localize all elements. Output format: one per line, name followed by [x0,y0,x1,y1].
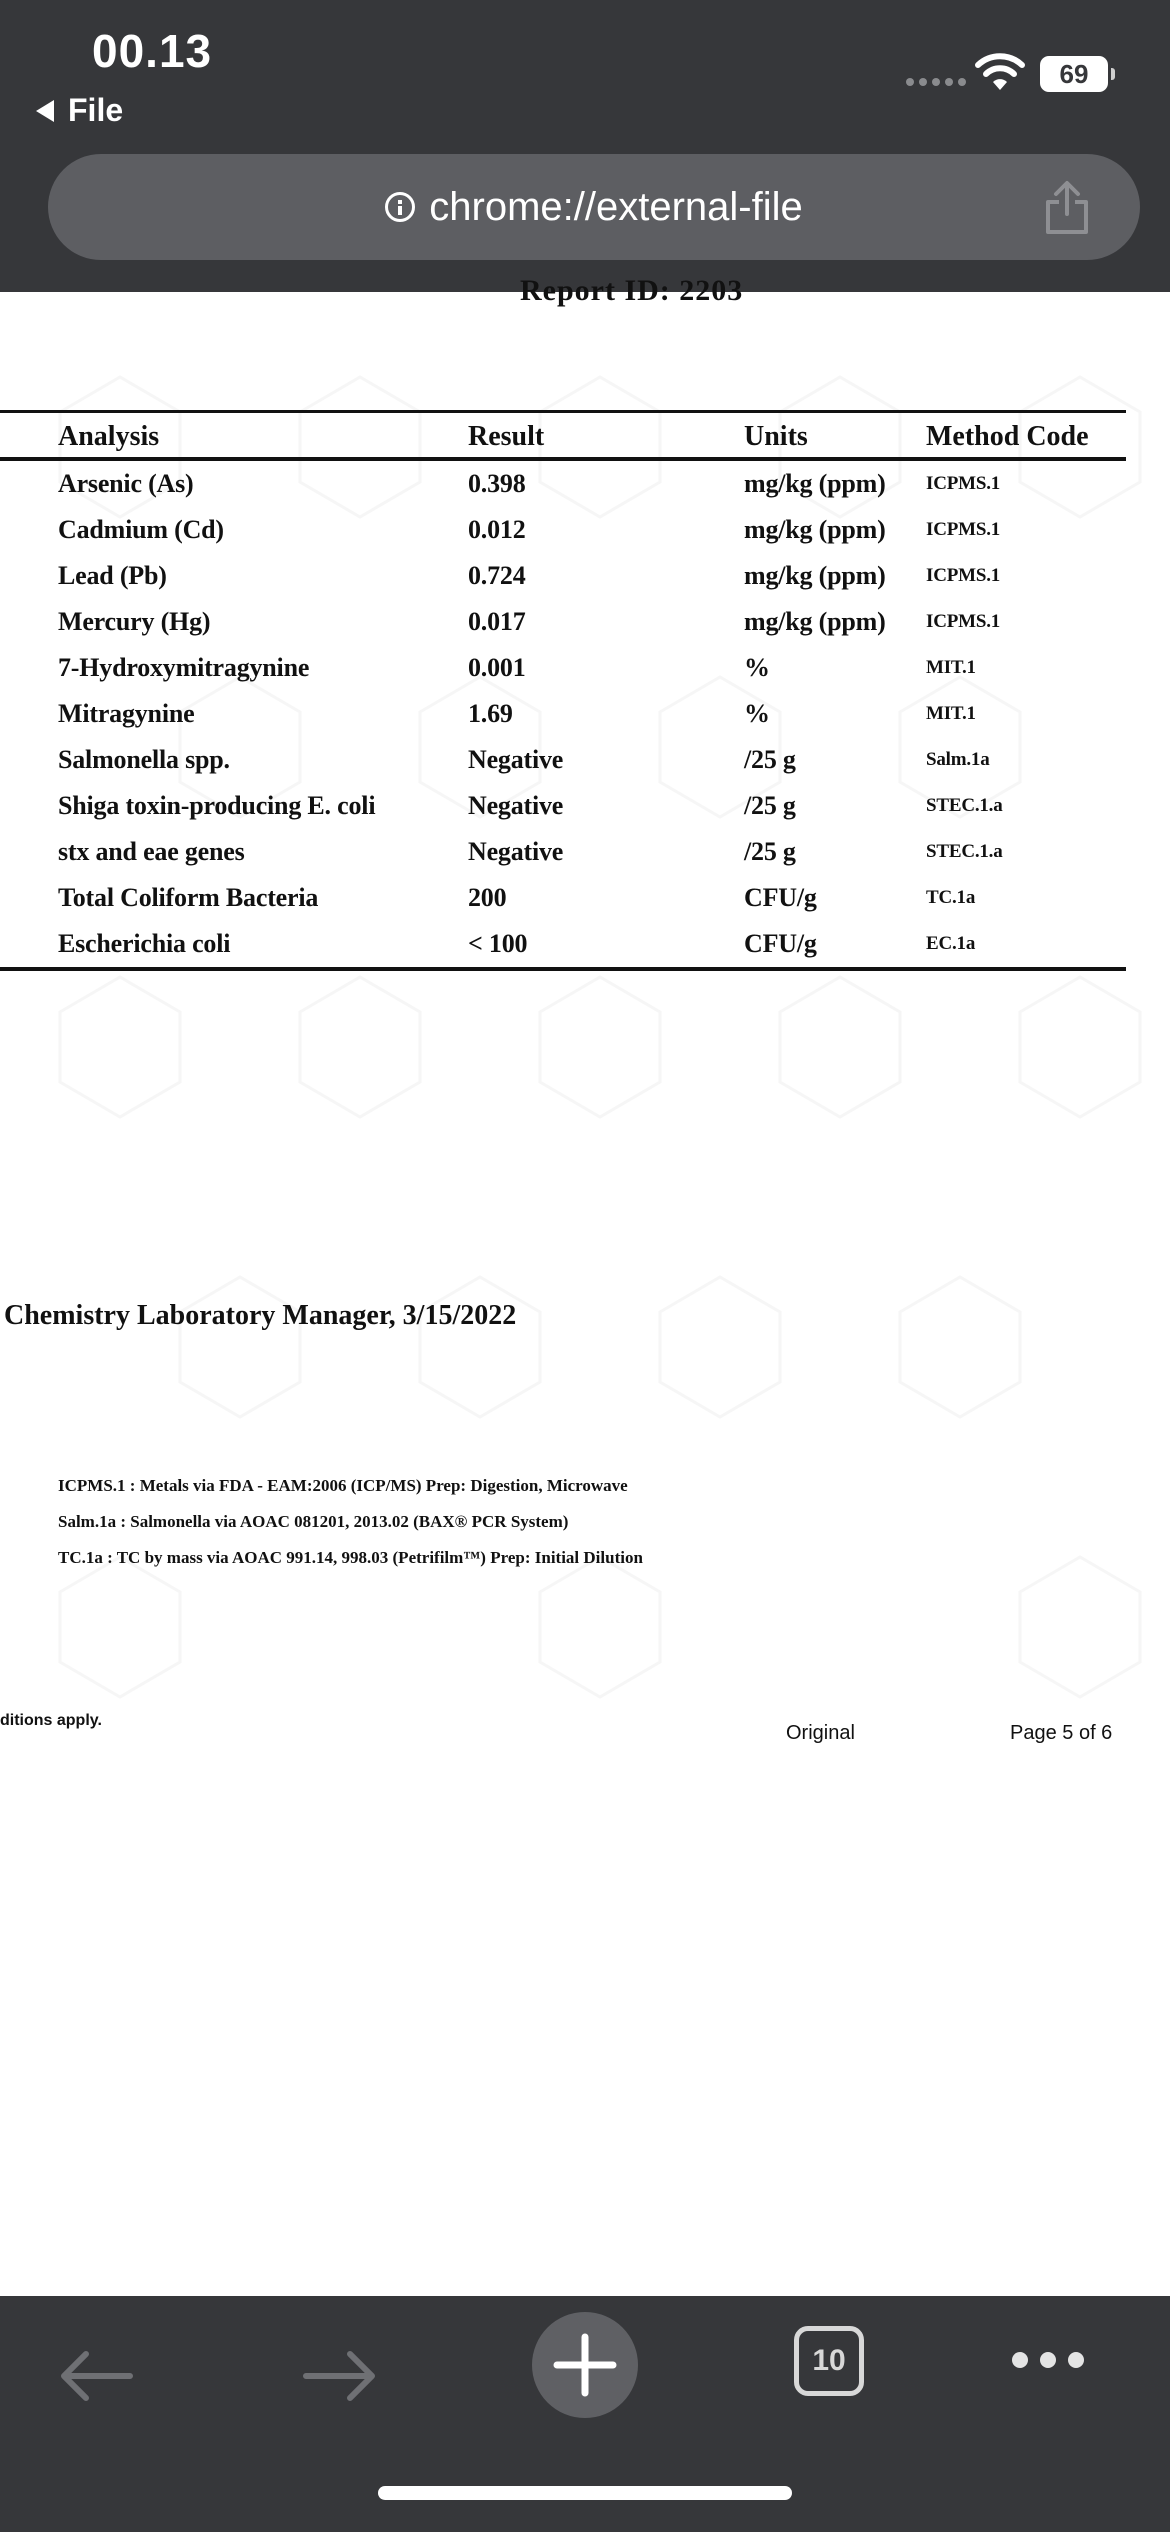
analysis-cell: Salmonella spp. [58,745,230,774]
units-cell: CFU/g [744,929,817,958]
method-cell: STEC.1.a [926,841,1003,862]
method-cell: ICPMS.1 [926,519,1001,540]
footer-conditions: ditions apply. [0,1712,102,1729]
wifi-icon [974,52,1026,92]
table-row [0,507,1126,553]
header-units: Units [744,421,808,452]
analysis-cell: Total Coliform Bacteria [58,883,319,912]
forward-button[interactable] [290,2326,390,2426]
method-cell: ICPMS.1 [926,473,1001,494]
header-method-code: Method Code [926,421,1089,452]
method-note: ICPMS.1 : Metals via FDA - EAM:2006 (ICP/MS) Prep: Digestion, Microwave [58,1476,628,1495]
analysis-cell: Shiga toxin-producing E. coli [58,791,376,820]
arrow-right-icon [300,2346,380,2406]
analysis-cell: Escherichia coli [58,929,231,958]
header-result: Result [468,421,545,452]
method-notes [58,1468,643,1576]
method-note: TC.1a : TC by mass via AOAC 991.14, 998.03 (Petrifilm™) Prep: Initial Dilution [58,1548,643,1567]
table-row [0,691,1126,737]
result-cell: 0.001 [468,653,526,682]
result-cell: 0.398 [468,469,526,498]
table-row [0,921,1126,967]
units-cell: % [744,653,770,682]
status-time: 00.13 [92,25,213,77]
method-cell: EC.1a [926,933,976,954]
result-cell: < 100 [468,929,528,958]
table-row [0,829,1126,875]
units-cell: /25 g [744,745,796,774]
units-cell: % [744,699,770,728]
result-cell: Negative [468,837,564,866]
analysis-cell: stx and eae genes [58,837,245,866]
analysis-cell: Lead (Pb) [58,561,167,590]
method-cell: ICPMS.1 [926,565,1001,586]
units-cell: mg/kg (ppm) [744,561,886,590]
units-cell: mg/kg (ppm) [744,607,886,636]
table-row [0,737,1126,783]
table-row [0,783,1126,829]
method-note: Salm.1a : Salmonella via AOAC 081201, 2013.02 (BAX® PCR System) [58,1512,569,1531]
tab-switcher-button[interactable]: 10 [794,2326,864,2396]
units-cell: mg/kg (ppm) [744,515,886,544]
method-cell: TC.1a [926,887,976,908]
analysis-cell: Mercury (Hg) [58,607,211,636]
result-cell: 0.017 [468,607,526,636]
analysis-cell: Mitragynine [58,699,195,728]
arrow-left-icon [56,2346,136,2406]
url-text: chrome://external-file [429,184,803,229]
analysis-cell: 7-Hydroxymitragynine [58,653,310,682]
more-menu-icon[interactable] [1012,2352,1084,2368]
signature-line: Chemistry Laboratory Manager, 3/15/2022 [4,1300,517,1331]
table-row [0,553,1126,599]
method-cell: ICPMS.1 [926,611,1001,632]
result-cell: 1.69 [468,699,513,728]
header-analysis: Analysis [58,421,160,452]
back-to-file-button[interactable] [36,92,123,129]
back-button[interactable] [46,2326,146,2426]
method-cell: MIT.1 [926,703,976,724]
results-table [0,410,1126,971]
units-cell: mg/kg (ppm) [744,469,886,498]
share-icon[interactable] [1042,180,1092,236]
address-bar[interactable] [48,154,1140,260]
cellular-signal-icon [906,78,966,86]
units-cell: CFU/g [744,883,817,912]
analysis-cell: Arsenic (As) [58,469,194,498]
table-row [0,599,1126,645]
new-tab-plus-icon[interactable] [530,2310,640,2420]
pdf-document-view[interactable] [0,274,1170,1744]
back-triangle-icon [36,100,54,122]
method-cell: Salm.1a [926,749,990,770]
table-header [0,413,1126,457]
table-row [0,461,1126,507]
footer-page-number: Page 5 of 6 [1010,1722,1113,1744]
table-row [0,645,1126,691]
battery-indicator: 69 [1040,56,1108,92]
method-cell: STEC.1.a [926,795,1003,816]
units-cell: /25 g [744,791,796,820]
analysis-cell: Cadmium (Cd) [58,515,224,544]
result-cell: 0.724 [468,561,526,590]
table-row [0,875,1126,921]
browser-top-bar [0,0,1170,292]
info-icon[interactable] [385,192,415,222]
result-cell: 200 [468,883,507,912]
back-label: File [68,92,124,128]
report-id: Report ID: 2203 [520,274,744,307]
result-cell: Negative [468,745,564,774]
home-indicator [378,2486,792,2500]
method-cell: MIT.1 [926,657,976,678]
result-cell: 0.012 [468,515,526,544]
footer-original: Original [786,1722,855,1744]
result-cell: Negative [468,791,564,820]
units-cell: /25 g [744,837,796,866]
